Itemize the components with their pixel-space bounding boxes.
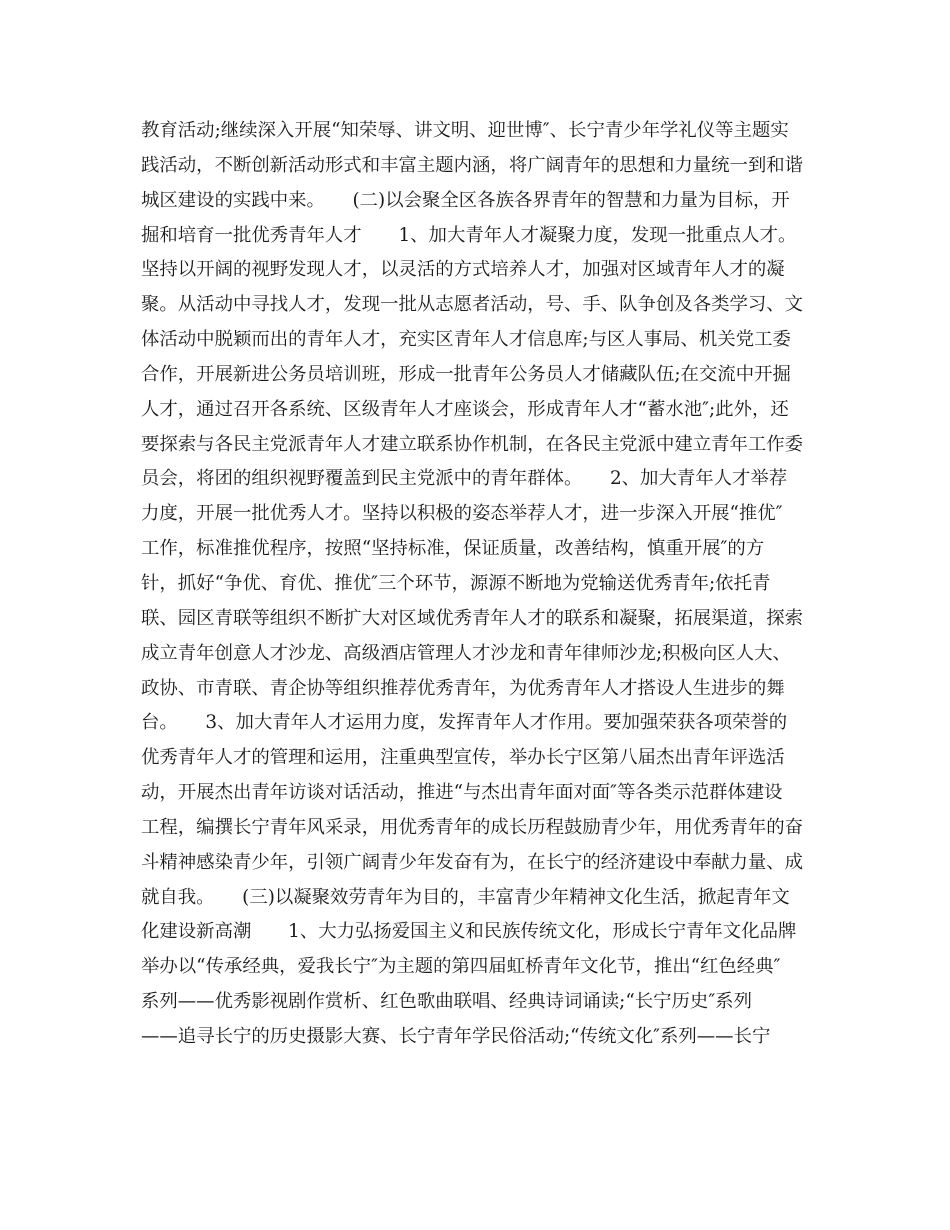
text-line: 化建设新高潮 1、大力弘扬爱国主义和民族传统文化，形成长宁青年文化品牌 (141, 921, 797, 943)
text-line: 政协、市青联、青企协等组织推荐优秀青年，为优秀青年人才搭设人生进步的舞 (141, 677, 785, 699)
text-line: 坚持以开阔的视野发现人才，以灵活的方式培养人才，加强对区域青年人才的凝 (141, 259, 785, 281)
text-line: 斗精神感染青少年，引领广阔青少年发奋有为，在长宁的经济建设中奉献力量、成 (141, 851, 804, 873)
text-line: 联、园区青联等组织不断扩大对区域优秀青年人才的联系和凝聚，拓展渠道，探索 (141, 607, 804, 629)
body-text (141, 114, 821, 1055)
text-line: 工程，编撰长宁青年风采录，用优秀青年的成长历程鼓励青少年，用优秀青年的奋 (141, 816, 804, 838)
text-line: 掘和培育一批优秀青年人才 1、加大青年人才凝聚力度，发现一批重点人才。 (141, 224, 797, 246)
text-line: 人才，通过召开各系统、区级青年人才座谈会，形成青年人才“蓄水池″;此外，还 (141, 398, 789, 420)
text-line: 教育活动;继续深入开展“知荣辱、讲文明、迎世博″、长宁青少年学礼仪等主题实 (141, 120, 789, 141)
text-line: 举办以“传承经典，爱我长宁″为主题的第四届虹桥青年文化节，推出“红色经典″ (141, 956, 781, 978)
text-line: ——追寻长宁的历史摄影大赛、长宁青年学民俗活动;“传统文化″系列——长宁 (141, 1025, 771, 1047)
text-line: 成立青年创意人才沙龙、高级酒店管理人才沙龙和青年律师沙龙;积极向区人大、 (141, 642, 791, 664)
text-line: 就自我。 (三)以凝聚效劳青年为目的，丰富青少年精神文化生活，掀起青年文 (141, 886, 790, 908)
text-line: 体活动中脱颖而出的青年人才，充实区青年人才信息库;与区人事局、机关党工委 (141, 329, 791, 351)
text-line: 要探索与各民主党派青年人才建立联系协作机制，在各民主党派中建立青年工作委 (141, 433, 804, 455)
text-line: 台。 3、加大青年人才运用力度，发挥青年人才作用。要加强荣获各项荣誉的 (141, 712, 788, 734)
text-line: 针，抓好“争优、育优、推优″三个环节，源源不断地为党输送优秀青年;依托青 (141, 572, 771, 594)
text-line: 聚。从活动中寻找人才，发现一批从志愿者活动，号、手、队争创及各类学习、文 (141, 294, 804, 316)
text-line: 系列——优秀影视剧作赏析、红色歌曲联唱、经典诗词诵读;“长宁历史″系列 (141, 991, 752, 1013)
text-line: 城区建设的实践中来。 (二)以会聚全区各族各界青年的智慧和力量为目标，开 (141, 189, 790, 211)
text-line: 优秀青年人才的管理和运用，注重典型宣传，举办长宁区第八届杰出青年评选活 (141, 747, 785, 769)
text-line: 员会，将团的组织视野覆盖到民主党派中的青年群体。 2、加大青年人才举荐 (141, 468, 788, 490)
text-line: 践活动，不断创新活动形式和丰富主题内涵，将广阔青年的思想和力量统一到和谐 (141, 154, 804, 176)
text-line: 合作，开展新进公务员培训班，形成一批青年公务员人才储藏队伍;在交流中开掘 (141, 363, 791, 385)
text-line: 动，开展杰出青年访谈对话活动，推进“与杰出青年面对面″等各类示范群体建设 (141, 782, 783, 804)
text-line: 力度，开展一批优秀人才。坚持以积极的姿态举荐人才，进一步深入开展“推优″ (141, 503, 783, 525)
text-line: 工作，标准推优程序，按照“坚持标准，保证质量，改善结构，慎重开展″的方 (141, 538, 765, 560)
